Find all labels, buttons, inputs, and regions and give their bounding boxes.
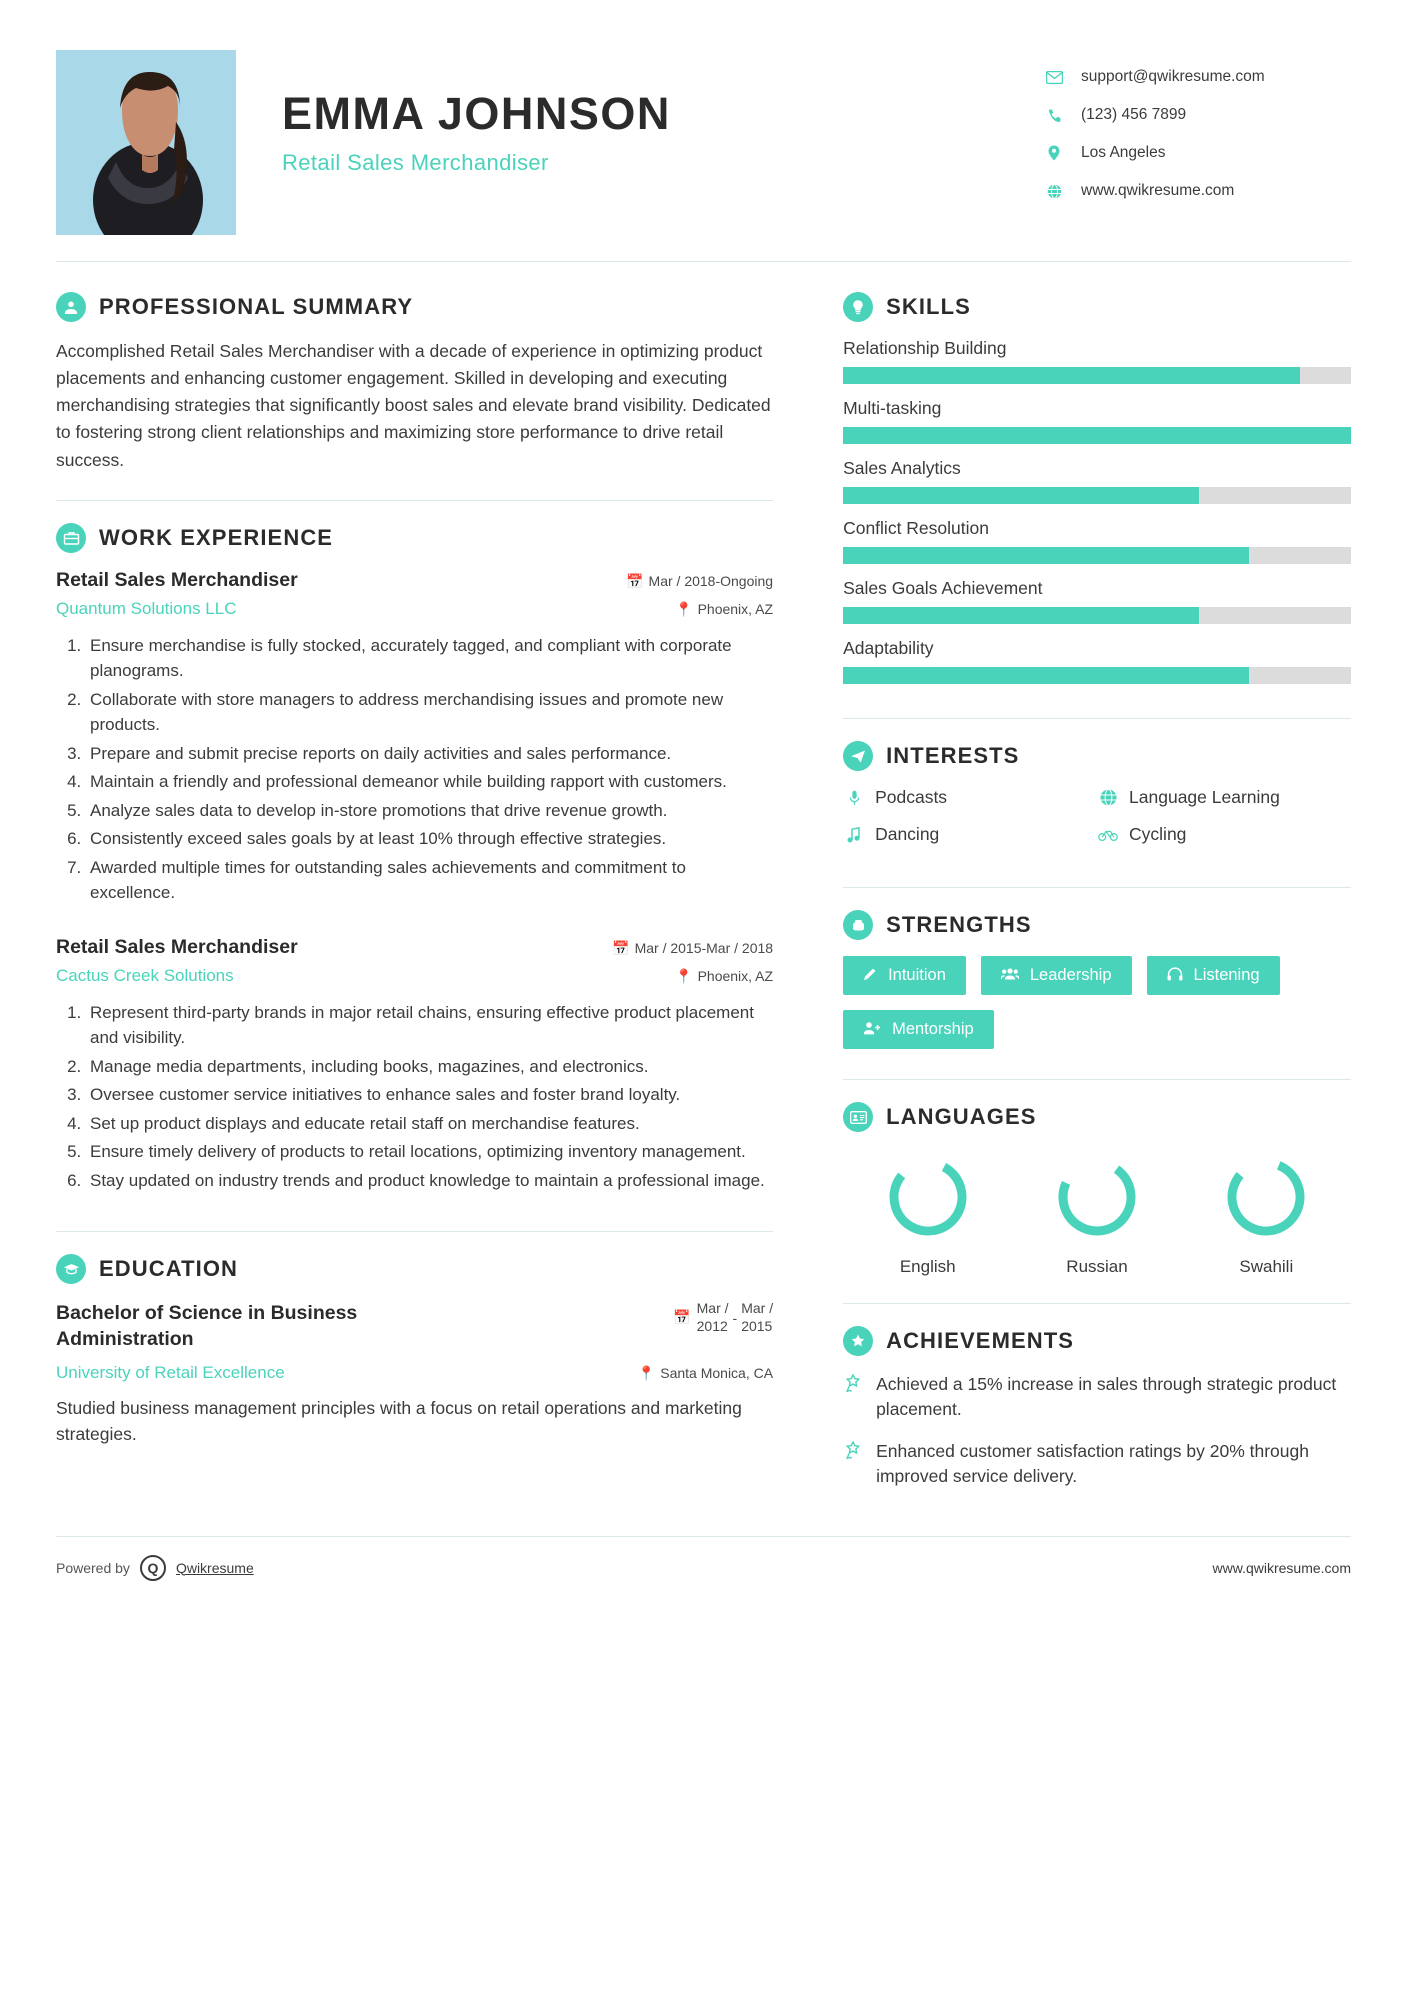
achievements-heading: [843, 1326, 1351, 1356]
achievements-title: ACHIEVEMENTS: [886, 1328, 1075, 1353]
summary-heading: [56, 292, 773, 322]
strength-label: Mentorship: [892, 1020, 974, 1038]
contact-location-text: Los Angeles: [1081, 144, 1166, 161]
strengths-title: STRENGTHS: [886, 912, 1032, 937]
education-start-date: Mar / 2012: [696, 1300, 729, 1334]
skill-label: Adaptability: [843, 638, 934, 658]
list-item: 6. Consistently exceed sales goals by at least 10% through effective strategies.: [86, 826, 773, 852]
interest-item: [1097, 787, 1351, 808]
send-icon: [843, 741, 873, 771]
list-item: 7. Awarded multiple times for outstanding sales achievements and commitment to excellence.: [86, 855, 773, 906]
avatar: [56, 50, 236, 235]
interest-label: Language Learning: [1129, 787, 1280, 807]
job-role: Retail Sales Merchandiser: [56, 568, 298, 591]
right-column: [813, 262, 1351, 1516]
star-circle-icon: [843, 1326, 873, 1356]
list-item: 1. Represent third-party brands in major retail chains, ensuring effective product placement and visibility.: [86, 1000, 773, 1051]
music-note-icon: [843, 827, 865, 843]
achievement-text: Enhanced customer satisfaction ratings by 20% through improved service delivery.: [876, 1440, 1309, 1487]
divider: [843, 718, 1351, 719]
skill-bar-track: [843, 667, 1351, 684]
education-title: EDUCATION: [99, 1256, 239, 1282]
calendar-icon: 📅: [612, 939, 630, 956]
contact-phone-text: (123) 456 7899: [1081, 106, 1187, 123]
education-degree: Bachelor of Science in Business Administration: [56, 1302, 358, 1351]
interests-list: [843, 787, 1351, 861]
skill-item: [843, 338, 1351, 384]
list-item: 2. Manage media departments, including books, magazines, and electronics.: [86, 1054, 773, 1080]
languages-heading: [843, 1102, 1351, 1132]
pin-icon: 📍: [637, 1364, 656, 1381]
strength-label: Intuition: [888, 966, 946, 984]
id-card-icon: [843, 1102, 873, 1132]
interest-item: [843, 787, 1097, 808]
education-location: 📍 Santa Monica, CA: [637, 1364, 774, 1381]
divider: [843, 887, 1351, 888]
qwikresume-link[interactable]: Qwikresume: [175, 1559, 254, 1576]
candidate-job-title: Retail Sales Merchandiser: [282, 150, 549, 175]
skills-heading: [843, 292, 1351, 322]
section-languages: [843, 1102, 1351, 1277]
skill-item: [843, 518, 1351, 564]
job-company: Cactus Creek Solutions: [56, 965, 234, 985]
globe-icon: [1041, 184, 1067, 199]
strength-chip-intuition: [843, 956, 966, 995]
experience-item: [56, 569, 773, 906]
education-dates: [673, 1300, 773, 1335]
section-achievements: [843, 1326, 1351, 1490]
summary-title: PROFESSIONAL SUMMARY: [99, 294, 414, 319]
skill-item: [843, 578, 1351, 624]
award-icon: [843, 1372, 863, 1397]
experience-heading: [56, 523, 773, 553]
briefcase-icon: [56, 523, 86, 553]
calendar-icon: 📅: [673, 1309, 691, 1326]
date-separator: -: [732, 1309, 738, 1326]
strengths-heading: [843, 910, 1351, 940]
list-item: 2. Collaborate with store managers to address merchandising issues and promote new products.: [86, 687, 773, 738]
job-dates: 📅 Mar / 2015-Mar / 2018: [612, 939, 774, 956]
award-icon: [843, 1439, 863, 1464]
education-description: Studied business management principles with a focus on retail operations and marketing strategies.: [56, 1397, 742, 1444]
achievement-item: [843, 1439, 1351, 1490]
skill-item: [843, 458, 1351, 504]
job-location: 📍 Phoenix, AZ: [675, 600, 774, 617]
contact-phone[interactable]: [1041, 106, 1351, 124]
list-item: 3. Oversee customer service initiatives to enhance sales and foster brand loyalty.: [86, 1082, 773, 1108]
language-progress-ring: [1054, 1154, 1140, 1240]
contact-website[interactable]: [1041, 182, 1351, 200]
skill-bar-track: [843, 367, 1351, 384]
job-location: 📍 Phoenix, AZ: [675, 967, 774, 984]
skill-item: [843, 398, 1351, 444]
skill-label: Conflict Resolution: [843, 518, 989, 538]
language-label: English: [899, 1257, 956, 1276]
pencil-icon: [863, 967, 877, 985]
section-professional-summary: [56, 292, 773, 474]
contact-website-text: www.qwikresume.com: [1081, 182, 1235, 199]
divider: [843, 1303, 1351, 1304]
skill-bar-track: [843, 607, 1351, 624]
language-item: [1022, 1154, 1172, 1277]
achievement-item: [843, 1372, 1351, 1423]
summary-text: Accomplished Retail Sales Merchandiser with a decade of experience in optimizing product placements and enhancing customer engagement. Skilled in developing and executing merchandising strategies that significantly boost sales and elevate brand visibility. Dedicated to fostering strong client relationships and maximizing store performance to drive retail success.: [56, 341, 771, 470]
lightbulb-icon: [843, 292, 873, 322]
language-item: [1191, 1154, 1341, 1277]
name-block: [236, 50, 1041, 176]
microphone-icon: [843, 790, 865, 806]
left-column: [56, 262, 813, 1516]
interest-label: Dancing: [875, 824, 940, 844]
divider: [56, 500, 773, 501]
divider: [56, 1231, 773, 1232]
interests-title: INTERESTS: [886, 743, 1020, 768]
list-item: 1. Ensure merchandise is fully stocked, accurately tagged, and compliant with corporate planograms.: [86, 633, 773, 684]
user-plus-icon: [863, 1021, 881, 1039]
resume-body: [56, 262, 1351, 1516]
language-label: Swahili: [1239, 1257, 1294, 1276]
skill-bar-fill: [843, 427, 1351, 444]
powered-by-block: [56, 1555, 254, 1581]
language-progress-ring: [1223, 1154, 1309, 1240]
language-progress-ring: [885, 1154, 971, 1240]
list-item: 5. Analyze sales data to develop in-store promotions that drive revenue growth.: [86, 798, 773, 824]
graduation-cap-icon: [56, 1254, 86, 1284]
list-item: 3. Prepare and submit precise reports on daily activities and sales performance.: [86, 741, 773, 767]
job-duties: [86, 633, 773, 906]
education-school: University of Retail Excellence: [56, 1362, 285, 1382]
contact-email[interactable]: [1041, 68, 1351, 86]
divider: [843, 1079, 1351, 1080]
headphones-icon: [1167, 967, 1183, 985]
experience-title: WORK EXPERIENCE: [99, 524, 334, 550]
candidate-name: EMMA JOHNSON: [282, 88, 671, 139]
contact-email-text: support@qwikresume.com: [1081, 68, 1265, 85]
qwikresume-logo-icon: Q: [140, 1555, 166, 1581]
list-item: 5. Ensure timely delivery of products to retail locations, optimizing inventory management.: [86, 1139, 773, 1165]
interest-label: Podcasts: [875, 787, 948, 807]
section-work-experience: [56, 523, 773, 1194]
list-item: 4. Maintain a friendly and professional demeanor while building rapport with customers.: [86, 769, 773, 795]
calendar-icon: 📅: [626, 572, 644, 589]
section-strengths: [843, 910, 1351, 1049]
users-icon: [1001, 967, 1019, 984]
contact-list: [1041, 50, 1351, 220]
section-interests: [843, 741, 1351, 861]
footer-website[interactable]: www.qwikresume.com: [1212, 1559, 1351, 1576]
envelope-icon: [1041, 71, 1067, 84]
strength-chip-listening: [1147, 956, 1280, 995]
interests-heading: [843, 741, 1351, 771]
fist-icon: [843, 910, 873, 940]
map-pin-icon: [1041, 145, 1067, 161]
phone-icon: [1041, 108, 1067, 123]
person-circle-icon: [56, 292, 86, 322]
skill-bar-fill: [843, 487, 1199, 504]
strength-chip-mentorship: [843, 1010, 994, 1049]
language-label: Russian: [1066, 1257, 1128, 1276]
languages-title: LANGUAGES: [886, 1104, 1037, 1129]
bicycle-icon: [1097, 828, 1119, 841]
skill-bar-fill: [843, 607, 1199, 624]
strengths-list: [843, 956, 1351, 1049]
globe-icon: [1097, 789, 1119, 806]
strength-label: Listening: [1193, 966, 1260, 984]
skill-label: Sales Goals Achievement: [843, 578, 1043, 598]
achievement-text: Achieved a 15% increase in sales through strategic product placement.: [876, 1374, 1337, 1420]
job-role: Retail Sales Merchandiser: [56, 935, 298, 958]
contact-location[interactable]: [1041, 144, 1351, 162]
section-education: [56, 1254, 773, 1447]
skill-bar-track: [843, 487, 1351, 504]
list-item: 4. Set up product displays and educate retail staff on merchandise features.: [86, 1111, 773, 1137]
skill-bar-track: [843, 547, 1351, 564]
job-duties: [86, 1000, 773, 1194]
skill-bar-fill: [843, 667, 1249, 684]
strength-chip-leadership: [981, 956, 1132, 995]
skill-item: [843, 638, 1351, 684]
skill-label: Multi-tasking: [843, 398, 942, 418]
languages-list: [843, 1148, 1351, 1277]
powered-by-label: Powered by: [56, 1559, 130, 1576]
skill-bar-fill: [843, 547, 1249, 564]
education-heading: [56, 1254, 773, 1284]
experience-item: [56, 936, 773, 1194]
resume-header: [56, 40, 1351, 261]
list-item: 6. Stay updated on industry trends and product knowledge to maintain a professional image.: [86, 1168, 773, 1194]
job-company: Quantum Solutions LLC: [56, 598, 237, 618]
interest-item: [1097, 824, 1351, 845]
language-item: [853, 1154, 1003, 1277]
pin-icon: 📍: [675, 600, 693, 617]
skill-bar-track: [843, 427, 1351, 444]
pin-icon: 📍: [675, 967, 693, 984]
interest-item: [843, 824, 1097, 845]
skill-bar-fill: [843, 367, 1300, 384]
interest-label: Cycling: [1129, 824, 1187, 844]
education-end-date: Mar / 2015: [741, 1300, 774, 1334]
strength-label: Leadership: [1029, 966, 1112, 984]
skills-title: SKILLS: [886, 294, 971, 319]
skill-label: Sales Analytics: [843, 458, 961, 478]
skill-label: Relationship Building: [843, 338, 1007, 358]
section-skills: [843, 292, 1351, 684]
resume-footer: [56, 1536, 1351, 1603]
job-dates: 📅 Mar / 2018-Ongoing: [626, 572, 774, 589]
